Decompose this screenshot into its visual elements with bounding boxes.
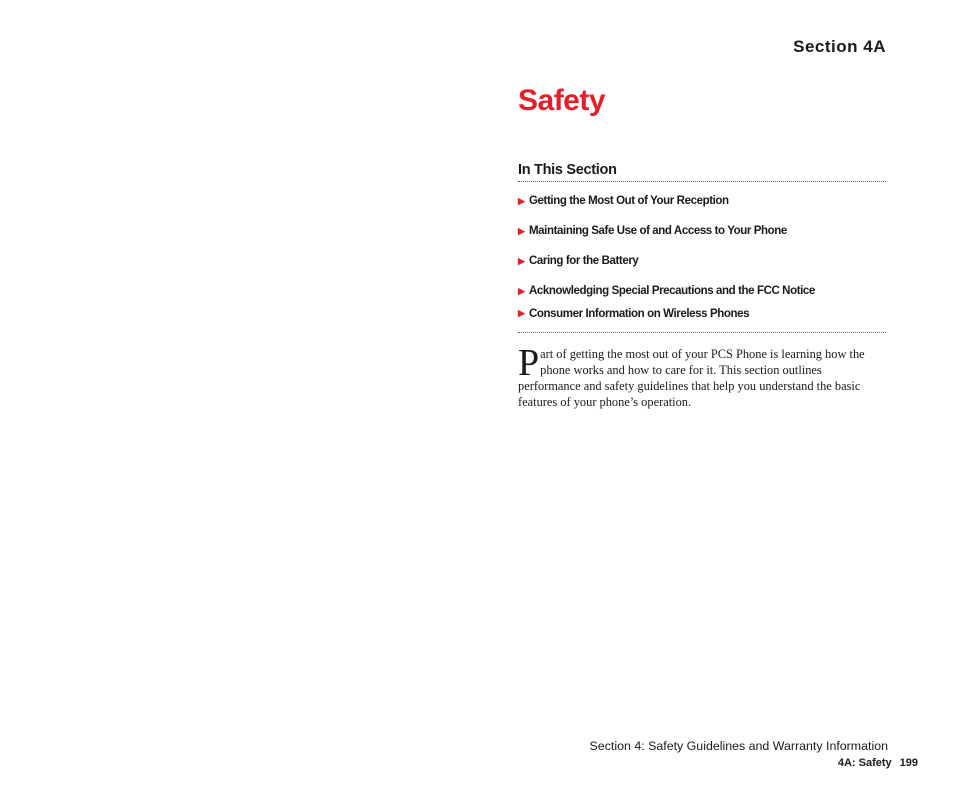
in-this-section-heading: In This Section [518,162,886,182]
right-triangle-icon: ▶ [518,285,525,296]
intro-paragraph [518,342,886,410]
intro-text: art of getting the most out of your PCS Phone is learning how the phone works and how to care for it. This section outlines performance and safety guidelines that help you understand the basic features of your phone’s operation. [518,347,865,409]
toc-item-label: Acknowledging Special Precautions and the FCC Notice [529,285,815,297]
footer-page-label [838,757,918,769]
toc-item-safe-use[interactable] [518,216,886,246]
toc-item-reception[interactable] [518,186,886,216]
toc-item-consumer-info[interactable] [518,306,886,332]
section-toc-list [518,186,886,333]
in-this-section-box [518,162,886,333]
toc-item-label: Maintaining Safe Use of and Access to Your Phone [529,225,787,237]
page-number: 199 [899,757,918,769]
right-triangle-icon: ▶ [518,225,525,236]
footer-chapter-label: 4A: Safety [837,757,892,769]
right-triangle-icon: ▶ [518,255,525,266]
right-triangle-icon: ▶ [518,195,525,206]
toc-item-label: Caring for the Battery [529,255,639,267]
drop-cap: P [518,342,540,384]
right-triangle-icon: ▶ [518,308,525,318]
section-label: Section 4A [793,37,886,56]
toc-item-label: Getting the Most Out of Your Reception [529,195,729,207]
toc-item-label: Consumer Information on Wireless Phones [529,308,750,320]
toc-item-fcc-notice[interactable] [518,276,886,306]
footer-section-title: Section 4: Safety Guidelines and Warranty Information [589,739,888,753]
page-title: Safety [518,84,606,117]
toc-item-battery[interactable] [518,246,886,276]
